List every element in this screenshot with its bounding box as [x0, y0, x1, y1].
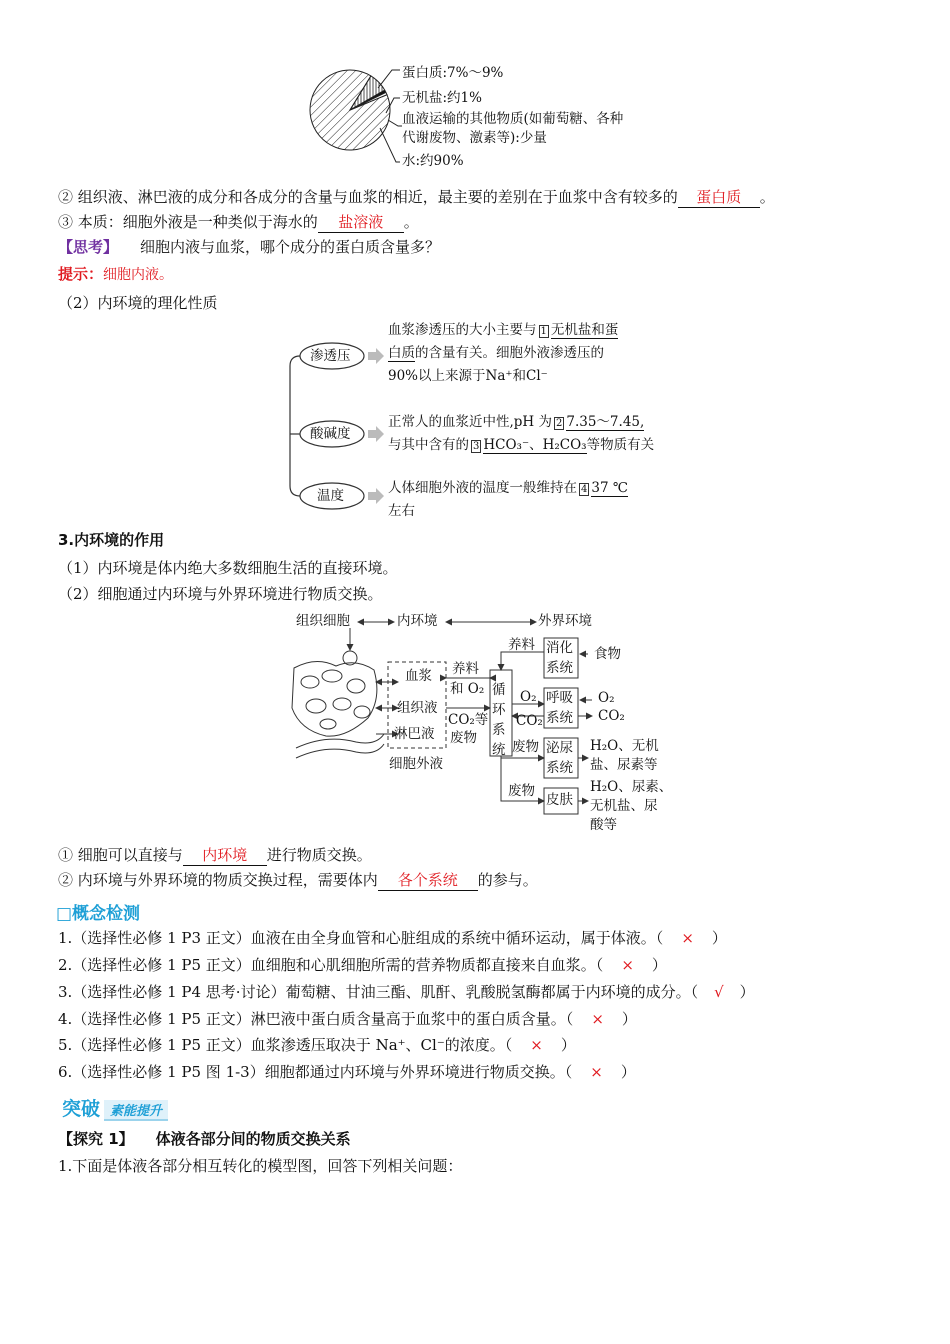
- num-4: 4: [581, 484, 588, 495]
- node-temperature: 温度: [317, 488, 344, 504]
- osmotic-text-3: 90%以上来源于Na⁺和Cl⁻: [388, 368, 548, 384]
- label-digest-2: 系统: [546, 660, 573, 676]
- check-item-5-mark: ×: [530, 1036, 543, 1054]
- temp-text-2: 左右: [388, 503, 415, 519]
- after-1-text: ① 细胞可以直接与: [58, 846, 183, 864]
- label-tissue-cell: 组织细胞: [296, 613, 350, 629]
- para-2-end: 。: [759, 188, 775, 206]
- temp-answer: 37 ℃: [591, 480, 628, 496]
- check-item-4-mark: ×: [591, 1010, 604, 1028]
- label-circ-3: 系: [492, 722, 506, 738]
- pie-label-protein: 蛋白质:7%～9%: [402, 65, 504, 81]
- check-item-3-mark: √: [714, 983, 724, 1001]
- check-item-6: [58, 1062, 636, 1082]
- hint-label: 提示：: [58, 265, 104, 283]
- label-urinary-out-2: 盐、尿素等: [590, 757, 658, 773]
- label-skin-out-3: 酸等: [590, 817, 617, 833]
- ph-text-2a: 与其中含有的: [388, 437, 469, 453]
- label-waste-1: 废物: [450, 730, 477, 746]
- answer-protein: 蛋白质: [678, 187, 760, 208]
- check-item-4-end: ）: [621, 1010, 637, 1028]
- check-item-1-mark: ×: [681, 929, 694, 947]
- label-digest-1: 消化: [546, 640, 573, 656]
- check-item-3-text: 3.（选择性必修 1 P4 思考·讨论）葡萄糖、甘油三酯、肌酐、乳酸脱氢酶都属于内环境的成分。（: [58, 983, 699, 1001]
- answer-all-systems: 各个系统: [378, 870, 478, 891]
- label-internal-env: 内环境: [397, 613, 438, 629]
- pie-label-other-2: 代谢废物、激素等):少量: [402, 130, 547, 146]
- label-plasma: 血浆: [405, 668, 432, 684]
- temp-text-1a: 人体细胞外液的温度一般维持在: [388, 480, 577, 496]
- label-waste-3: 废物: [508, 783, 535, 799]
- after-2-text: ② 内环境与外界环境的物质交换过程，需要体内: [58, 871, 378, 889]
- label-and-o2: 和 O₂: [450, 681, 485, 697]
- label-nutrients-2: 养料: [508, 637, 535, 653]
- label-resp-1: 呼吸: [546, 690, 573, 706]
- check-item-6-text: 6.（选择性必修 1 P5 图 1-3）细胞都通过内环境与外界环境进行物质交换。（: [58, 1063, 573, 1081]
- label-o2-out: O₂: [598, 690, 615, 706]
- label-urinary-1: 泌尿: [546, 740, 573, 756]
- ph-text-1: [388, 413, 644, 433]
- label-skin-out-2: 无机盐、尿: [590, 798, 658, 814]
- osmotic-text-1: [388, 321, 618, 341]
- hint-text: 细胞内液。: [103, 267, 174, 283]
- node-ph: 酸碱度: [310, 426, 351, 442]
- think-question: 细胞内液与血浆，哪个成分的蛋白质含量多？: [140, 238, 441, 256]
- osmotic-answer-2: 白质: [388, 345, 415, 361]
- num-2: 2: [556, 418, 563, 429]
- explore-question-1: 1.下面是体液各部分相互转化的模型图，回答下列相关问题：: [58, 1157, 463, 1175]
- num-1: 1: [540, 326, 547, 337]
- para-2: [58, 187, 775, 208]
- pie-label-water: 水:约90%: [402, 153, 464, 169]
- check-item-1: [58, 928, 727, 948]
- after-2-end: 的参与。: [477, 871, 538, 889]
- label-circ-1: 循: [492, 682, 506, 698]
- temp-text-1: [388, 479, 628, 499]
- breakthrough-banner: [62, 1094, 168, 1120]
- para-3-text: ③ 本质：细胞外液是一种类似于海水的: [58, 213, 318, 231]
- label-food: 食物: [594, 646, 621, 662]
- section-3-line-1: （1）内环境是体内绝大多数细胞生活的直接环境。: [58, 559, 398, 577]
- label-circ-4: 统: [492, 742, 506, 758]
- explore-tag: 【探究 1】: [58, 1130, 134, 1148]
- para-3: [58, 212, 419, 233]
- check-item-5: [58, 1035, 576, 1055]
- label-co2-out: CO₂: [598, 708, 625, 724]
- answer-internal-env: 内环境: [183, 845, 267, 866]
- concept-check-title: □概念检测: [56, 904, 141, 924]
- check-item-2-end: ）: [651, 956, 667, 974]
- osmotic-answer-1: 无机盐和蛋: [550, 322, 619, 338]
- after-2: [58, 870, 538, 891]
- node-osmotic: 渗透压: [310, 348, 351, 364]
- check-item-2-text: 2.（选择性必修 1 P5 正文）血细胞和心肌细胞所需的营养物质都直接来自血浆。（: [58, 956, 604, 974]
- think-line: [58, 237, 440, 257]
- explore-heading: [58, 1129, 351, 1149]
- num-3: 3: [473, 441, 480, 452]
- label-ecf: 细胞外液: [389, 756, 443, 772]
- ph-text-2: [388, 436, 654, 456]
- check-item-3: [58, 982, 755, 1002]
- think-tag: 【思考】: [58, 238, 119, 256]
- explore-title: 体液各部分间的物质交换关系: [155, 1130, 351, 1148]
- check-item-1-end: ）: [711, 929, 727, 947]
- label-co2-in: CO₂: [516, 713, 543, 729]
- label-skin: 皮肤: [546, 792, 573, 808]
- pie-label-other-1: 血液运输的其他物质(如葡萄糖、各种: [402, 111, 624, 127]
- section-3-line-2: （2）细胞通过内环境与外界环境进行物质交换。: [58, 585, 383, 603]
- answer-salt-solution: 盐溶液: [318, 212, 404, 233]
- leader-other: [388, 120, 402, 126]
- label-nutrients: 养料: [452, 661, 479, 677]
- buffer-answer: HCO₃⁻、H₂CO₃: [483, 437, 587, 453]
- check-item-3-end: ）: [739, 983, 755, 1001]
- osmotic-text-2: [388, 344, 604, 363]
- label-lymph: 淋巴液: [394, 726, 435, 742]
- label-co2-etc: CO₂等: [448, 712, 489, 728]
- label-tissue-fluid: 组织液: [397, 700, 438, 716]
- breakthrough-small: 素能提升: [104, 1100, 168, 1121]
- label-circ-2: 环: [492, 702, 506, 718]
- ph-text-1a: 正常人的血浆近中性,pH 为: [388, 414, 552, 430]
- check-item-1-text: 1.（选择性必修 1 P3 正文）血液在由全身血管和心脏组成的系统中循环运动，属于体液。（: [58, 929, 664, 947]
- check-item-5-text: 5.（选择性必修 1 P5 正文）血浆渗透压取决于 Na⁺、Cl⁻的浓度。（: [58, 1036, 513, 1054]
- ph-text-2c: 等物质有关: [586, 437, 655, 453]
- osmotic-text-2b: 的含量有关。细胞外液渗透压的: [415, 345, 604, 361]
- breakthrough-big: 突破: [62, 1098, 101, 1120]
- ph-answer: 7.35～7.45,: [566, 414, 645, 430]
- check-item-2: [58, 955, 667, 975]
- label-o2-in: O₂: [520, 689, 537, 705]
- check-item-2-mark: ×: [621, 956, 634, 974]
- label-skin-out-1: H₂O、尿素、: [590, 779, 673, 795]
- after-1-end: 进行物质交换。: [266, 846, 372, 864]
- check-item-5-end: ）: [560, 1036, 576, 1054]
- check-item-4-text: 4.（选择性必修 1 P5 正文）淋巴液中蛋白质含量高于血浆中的蛋白质含量。（: [58, 1010, 574, 1028]
- label-urinary-2: 系统: [546, 760, 573, 776]
- section-physchem-heading: （2）内环境的理化性质: [58, 294, 218, 312]
- check-item-4: [58, 1009, 637, 1029]
- label-resp-2: 系统: [546, 710, 573, 726]
- para-3-end: 。: [403, 213, 419, 231]
- check-item-6-end: ）: [620, 1063, 636, 1081]
- osmotic-text-1a: 血浆渗透压的大小主要与: [388, 322, 537, 338]
- label-waste-2: 废物: [512, 739, 539, 755]
- pie-label-salt: 无机盐:约1%: [402, 90, 482, 106]
- hint-line: [58, 264, 173, 285]
- para-2-text: ② 组织液、淋巴液的成分和各成分的含量与血浆的相近，最主要的差别在于血浆中含有较多的: [58, 188, 678, 206]
- label-external-env: 外界环境: [538, 613, 592, 629]
- check-item-6-mark: ×: [590, 1063, 603, 1081]
- section-3-title: 3.内环境的作用: [58, 531, 165, 549]
- label-urinary-out-1: H₂O、无机: [590, 738, 659, 754]
- after-1: [58, 845, 372, 866]
